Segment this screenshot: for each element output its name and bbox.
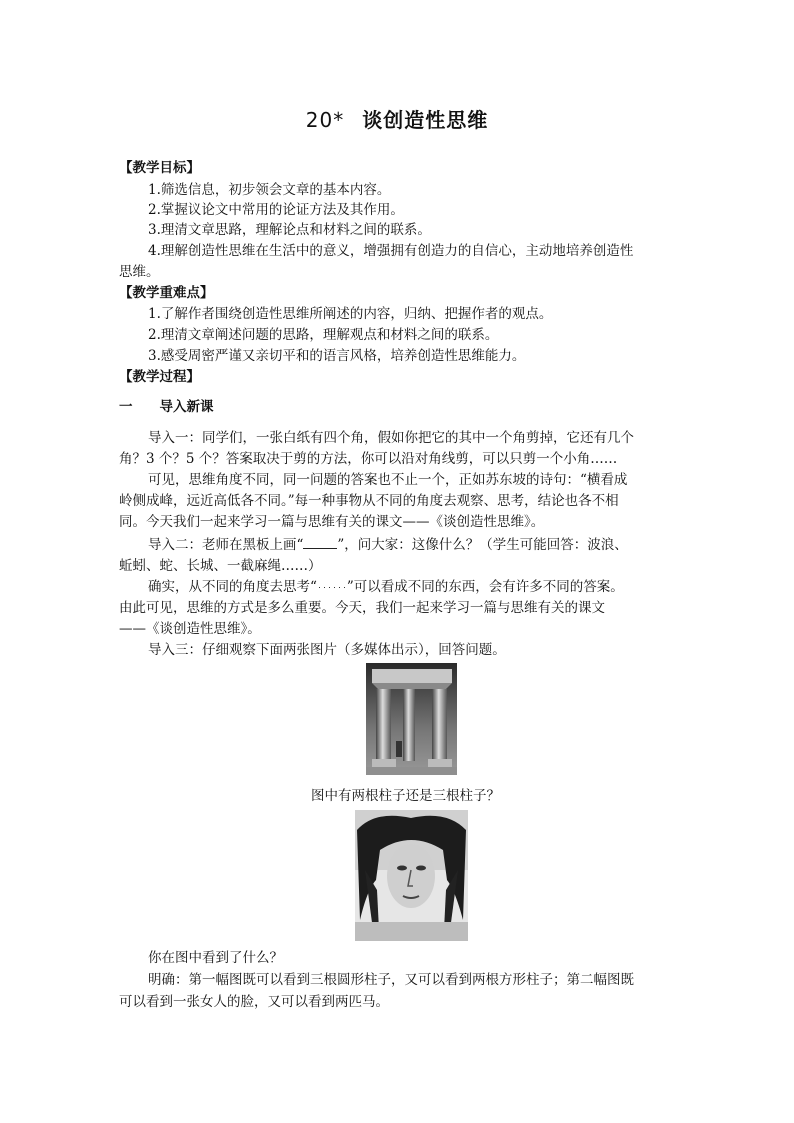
objective-item: 1.筛选信息，初步领会文章的基本内容。 [148, 182, 391, 198]
process-heading: 【教学过程】 [119, 369, 200, 385]
pillars-illusion-image [366, 663, 457, 775]
objectives-heading: 【教学目标】 [119, 160, 200, 176]
keypoint-item: 2.理清文章阐述问题的思路，理解观点和材料之间的联系。 [148, 327, 499, 343]
intro3-line: 导入三：仔细观察下面两张图片（多媒体出示），回答问题。 [148, 642, 506, 658]
intro2-text-b: ”，问大家：这像什么？（学生可能回答：波浪、 [337, 537, 628, 553]
intro1-line: 岭侧成峰，远近高低各不同。”每一种事物从不同的角度去观察、思考，结论也各不相 [119, 493, 619, 509]
objective-item-continued: 思维。 [119, 264, 160, 280]
lesson-number: 20* [305, 108, 345, 132]
answer-line: 明确：第一幅图既可以看到三根圆形柱子，又可以看到两根方形柱子；第二幅图既 [148, 972, 634, 988]
intro2-line: 蚯蚓、蛇、长城、一截麻绳……） [119, 558, 322, 574]
objective-item: 2.掌握议论文中常用的论证方法及其作用。 [148, 202, 404, 218]
wavy-line-blank [317, 587, 347, 588]
intro1-line: 可见，思维角度不同，同一问题的答案也不止一个，正如苏东坡的诗句：“横看成 [148, 472, 628, 488]
intro2-text-a: 导入二：老师在黑板上画“ [148, 537, 304, 553]
intro2-line: 由此可见，思维的方式是多么重要。今天，我们一起来学习一篇与思维有关的课文 [119, 600, 605, 616]
drawn-line-blank [303, 536, 337, 549]
intro1-line: 同。今天我们一起来学习一篇与思维有关的课文——《谈创造性思维》。 [119, 514, 545, 530]
keypoint-item: 1.了解作者围绕创造性思维所阐述的内容，归纳、把握作者的观点。 [148, 306, 553, 322]
section-heading: 一 导入新课 [119, 399, 214, 415]
intro2-line [148, 577, 708, 597]
keypoint-item: 3.感受周密严谨又亲切平和的语言风格，培养创造性思维能力。 [148, 348, 526, 364]
answer-line: 可以看到一张女人的脸，又可以看到两匹马。 [119, 994, 389, 1010]
objective-item: 3.理清文章思路，理解论点和材料之间的联系。 [148, 222, 431, 238]
lesson-title [0, 104, 794, 133]
face-horses-illusion-image [355, 810, 468, 941]
intro2-text-d1: 确实，从不同的角度去思考“ [148, 579, 317, 595]
intro1-line: 角？3 个？5 个？答案取决于剪的方法，你可以沿对角线剪，可以只剪一个小角…… [119, 451, 618, 467]
intro2-text-d2: ”可以看成不同的东西，会有许多不同的答案。 [346, 579, 624, 595]
keypoints-heading: 【教学重难点】 [119, 285, 214, 301]
image2-question: 你在图中看到了什么？ [148, 950, 283, 966]
pillars-caption: 图中有两根柱子还是三根柱子？ [311, 788, 500, 804]
intro1-line: 导入一：同学们，一张白纸有四个角，假如你把它的其中一个角剪掉，它还有几个 [148, 430, 634, 446]
intro2-line [148, 535, 708, 555]
intro2-line: ——《谈创造性思维》。 [119, 621, 261, 637]
objective-item: 4.理解创造性思维在生活中的意义，增强拥有创造力的自信心，主动地培养创造性 [148, 243, 634, 259]
lesson-title-text: 谈创造性思维 [362, 108, 489, 132]
